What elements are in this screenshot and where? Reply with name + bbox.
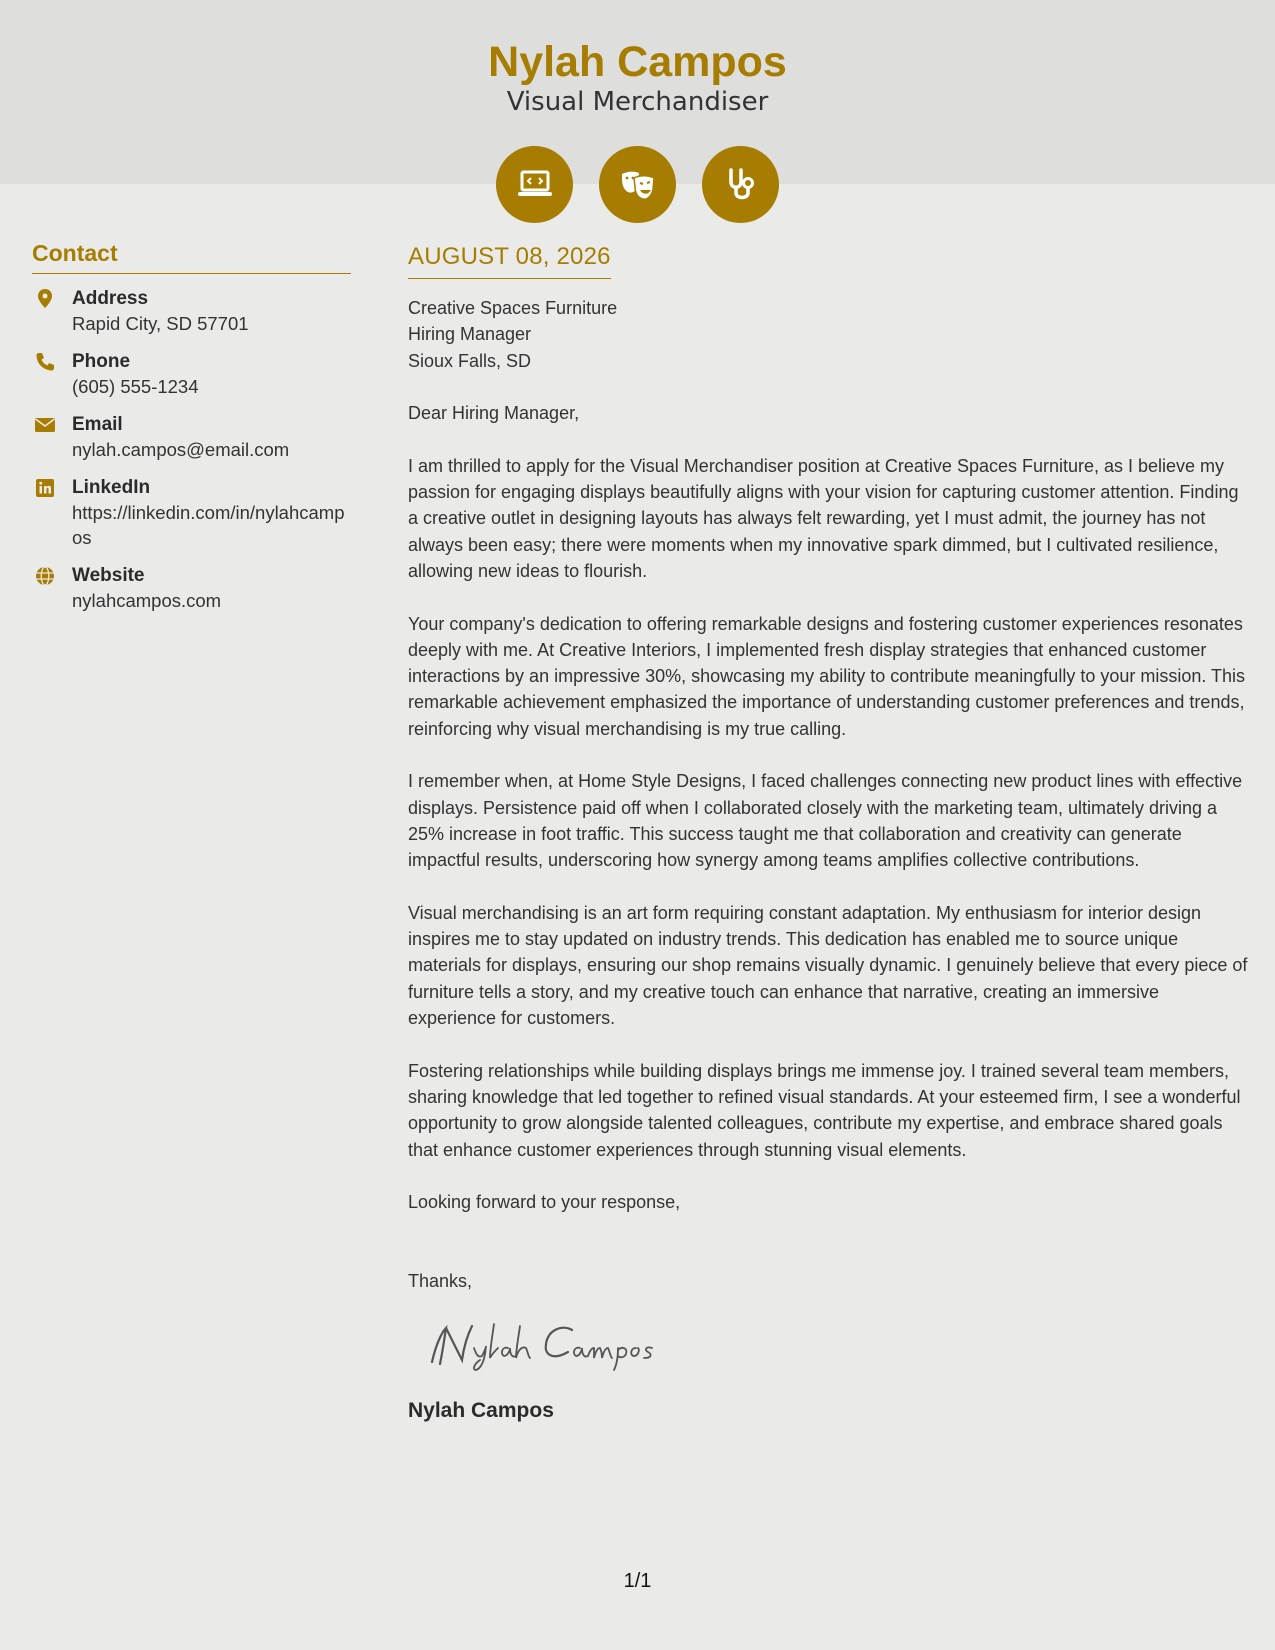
handwritten-signature (422, 1314, 662, 1374)
contact-label: Email (72, 414, 123, 435)
body-paragraph: Visual merchandising is an art form requiring constant adaptation. My enthusiasm for interior design inspires me to stay updated on industry trends. This dedication has enabled me to source unique materials for displays, ensuring our shop remains visually dynamic. I genuinely believe that every piece of furniture tells a story, and my creative touch can enhance that narrative, creating an immersive experience for customers. (408, 902, 1248, 1029)
contact-email (32, 412, 351, 462)
linkedin-icon (34, 477, 56, 499)
contact-phone (32, 349, 351, 399)
contact-label: Phone (72, 351, 131, 372)
contact-value[interactable]: https://linkedin.com/in/nylahcampos (72, 502, 345, 548)
contact-linkedin (32, 475, 351, 550)
job-title: Visual Merchandiser (506, 87, 769, 117)
recipient-title: Hiring Manager (408, 324, 532, 345)
body-paragraph: I remember when, at Home Style Designs, I faced challenges connecting new product lines with effective displays. Persistence paid off when I collaborated closely with the marketing team, ultimately driving a 25% increase in foot traffic. This success taught me that collaboration and creativity can generate impactful results, underscoring how synergy among teams amplifies collective contributions. (408, 771, 1243, 871)
stethoscope-icon (702, 146, 779, 223)
contact-website (32, 563, 351, 613)
recipient-block (408, 295, 1250, 374)
contact-label: Website (72, 565, 145, 586)
body-paragraph: Fostering relationships while building displays brings me immense joy. I trained several team members, sharing knowledge that led together to refined visual standards. At your esteemed firm, I see a wonderful opportunity to grow alongside talented colleagues, contribute my expertise, and embrace shared goals that enhance customer experiences through stunning visual elements. (408, 1060, 1241, 1160)
map-marker-icon (34, 288, 56, 310)
body-paragraph: Your company's dedication to offering remarkable designs and fostering customer experiences resonates deeply with me. At Creative Interiors, I implemented fresh display strategies that enhanced customer interactions by an impressive 30%, showcasing my ability to contribute meaningfully to your mission. This remarkable achievement emphasized the importance of understanding customer preferences and trends, reinforcing why visual merchandising is my true calling. (408, 613, 1246, 739)
page-number: 1/1 (623, 1570, 652, 1592)
letter-date: AUGUST 08, 2026 (408, 240, 611, 279)
contact-label: Address (72, 288, 149, 309)
theater-masks-icon (599, 146, 676, 223)
envelope-icon (34, 414, 56, 436)
contact-list (32, 286, 351, 613)
globe-icon (34, 565, 56, 587)
contact-label: LinkedIn (72, 477, 151, 498)
laptop-code-icon (496, 146, 573, 223)
signer-name: Nylah Campos (408, 1398, 554, 1422)
interest-icons (496, 146, 779, 223)
contact-heading: Contact (32, 238, 351, 274)
recipient-company: Creative Spaces Furniture (408, 298, 618, 318)
closing-line: Looking forward to your response, (408, 1192, 681, 1213)
contact-sidebar (32, 238, 351, 626)
recipient-location: Sioux Falls, SD (408, 350, 532, 371)
contact-value: nylah.campos@email.com (72, 439, 290, 460)
body-paragraph: I am thrilled to apply for the Visual Merchandiser position at Creative Spaces Furniture, as I believe my passion for engaging displays beautifully aligns with your vision for capturing customer attention. Finding a creative outlet in designing layouts has always felt rewarding, yet I must admit, the journey has not always been easy; there were moments when my innovative spark dimmed, but I cultivated resilience, allowing new ideas to flourish. (408, 455, 1239, 581)
phone-icon (34, 351, 56, 373)
sign-off: Thanks, (408, 1270, 473, 1291)
salutation: Dear Hiring Manager, (408, 403, 580, 424)
contact-value[interactable]: nylahcampos.com (72, 590, 222, 611)
candidate-name: Nylah Campos (488, 38, 787, 86)
contact-value: (605) 555-1234 (72, 376, 199, 397)
cover-letter (408, 240, 1250, 1426)
contact-address (32, 286, 351, 336)
contact-value: Rapid City, SD 57701 (72, 313, 249, 334)
